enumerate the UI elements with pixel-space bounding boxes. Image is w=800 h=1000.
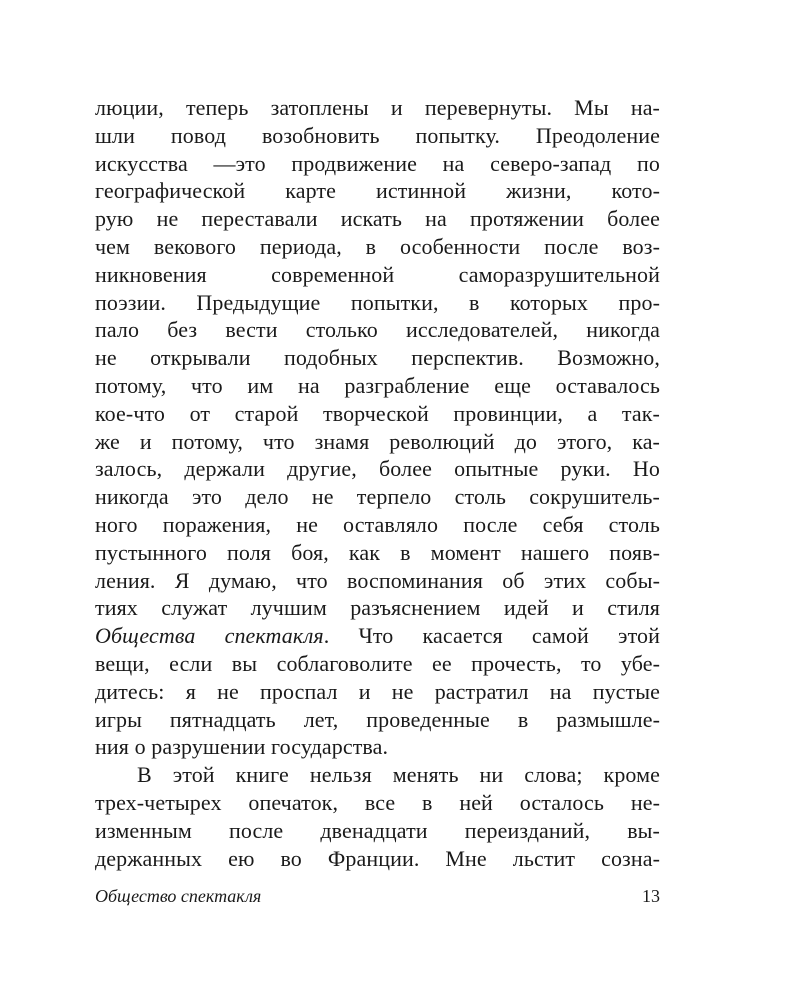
text-line: люции, теперь затоплены и перевернуты. Мы на-	[95, 95, 660, 120]
text-line: ного поражения, не оставляло после себя столь	[95, 511, 660, 537]
text-line: искусства —это продвижение на северо-запад по	[95, 150, 660, 176]
text-line: шли повод возобновить попытку. Преодоление	[95, 122, 660, 148]
text-line: пало без вести столько исследователей, никогда	[95, 317, 660, 343]
text-line: кое-что от старой творческой провинции, а так-	[95, 400, 660, 426]
text-line: же и потому, что знамя революций до этого, ка-	[95, 428, 660, 454]
page-footer	[95, 883, 660, 909]
book-title-italic: Общества спектакля	[95, 623, 324, 649]
text-line: пустынного поля боя, как в момент нашего появ-	[95, 539, 660, 565]
text-line: тиях служат лучшим разъяснением идей и стиля	[95, 595, 660, 621]
text-line: изменным после двенадцати переизданий, вы-	[95, 817, 660, 843]
text-line: поэзии. Предыдущие попытки, в которых про-	[95, 289, 660, 315]
text-line: не открывали подобных перспектив. Возможно,	[95, 345, 660, 371]
text-line-rest: . Что касается самой этой	[323, 623, 660, 649]
text-line: вещи, если вы соблаговолите ее прочесть, то убе-	[95, 650, 660, 676]
text-line: никновения современной саморазрушительной	[95, 261, 660, 287]
text-line: чем векового периода, в особенности после воз-	[95, 233, 660, 259]
text-line: никогда это дело не терпело столь сокрушитель-	[95, 484, 660, 510]
body-text	[95, 94, 660, 872]
text-line: ния о разрушении государства.	[95, 734, 389, 760]
text-line: географической карте истинной жизни, кото-	[95, 178, 660, 204]
text-line: ления. Я думаю, что воспоминания об этих собы-	[95, 567, 660, 593]
running-title: Общество спектакля	[95, 886, 262, 906]
page-number: 13	[642, 886, 660, 906]
text-line: потому, что им на разграбление еще оставалось	[95, 372, 660, 398]
text-line-with-title	[95, 622, 660, 650]
paragraph-start-line: В этой книге нельзя менять ни слова; кроме	[137, 762, 660, 788]
text-line: трех-четырех опечаток, все в ней осталось не-	[95, 789, 660, 815]
text-line: залось, держали другие, более опытные руки. Но	[95, 456, 660, 482]
text-line: держанных ею во Франции. Мне льстит созна-	[95, 845, 660, 871]
text-line: игры пятнадцать лет, проведенные в размышле-	[95, 706, 660, 732]
text-line: рую не переставали искать на протяжении более	[95, 206, 660, 232]
text-line: дитесь: я не проспал и не растратил на пустые	[95, 678, 660, 704]
